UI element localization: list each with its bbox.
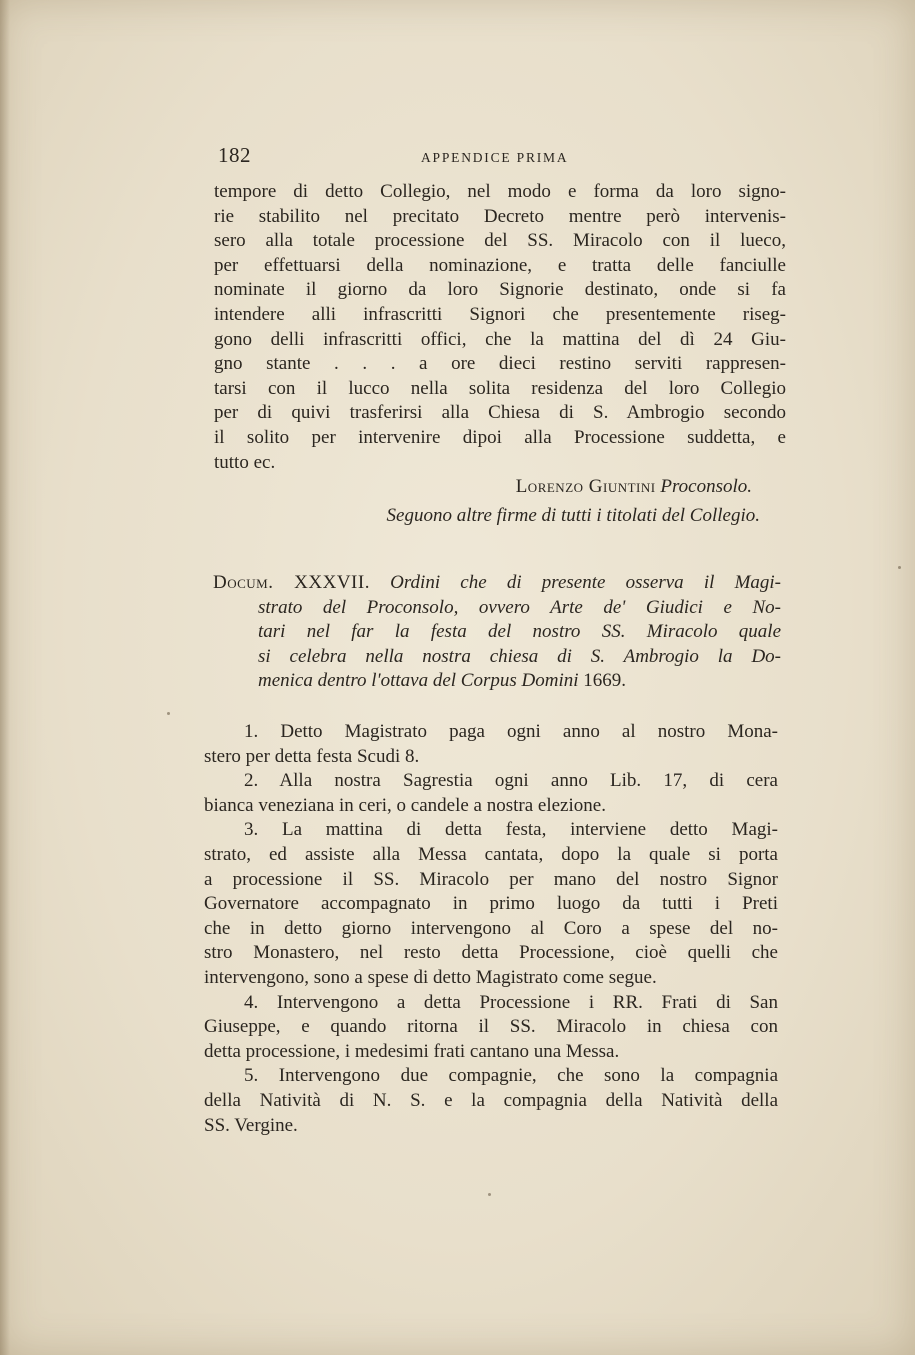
text-line: 4. Intervengono a detta Processione i RR. Frati di San: [244, 991, 778, 1013]
signatory-title: Proconsolo.: [660, 476, 752, 497]
signatory-name: Lorenzo Giuntini: [515, 476, 656, 497]
continued-paragraph: [214, 180, 786, 475]
text-line: tempore di detto Collegio, nel modo e forma da loro signo-: [214, 181, 786, 202]
text-line: tutto ec.: [214, 451, 276, 473]
text-line: a processione il SS. Miracolo per mano del nostro Signor: [204, 868, 778, 890]
followers-note: Seguono altre firme di tutti i titolati del Collegio.: [386, 505, 760, 526]
list-item: [204, 818, 778, 990]
text-line: strato, ed assiste alla Messa cantata, dopo la quale si porta: [204, 843, 778, 865]
document-heading-line: si celebra nella nostra chiesa di S. Ambrogio la Do-: [258, 645, 781, 667]
text-line: stro Monastero, nel resto detta Processione, cioè quelli che: [204, 942, 778, 964]
text-line: intendere alli infrascritti Signori che presentemente riseg-: [214, 303, 786, 325]
text-line: tarsi con il lucco nella solita residenza del loro Collegio: [214, 377, 786, 399]
text-line: il solito per intervenire dipoi alla Processione suddetta, e: [214, 426, 786, 448]
paper-speck: [167, 712, 170, 715]
text-line: 2. Alla nostra Sagrestia ogni anno Lib. 17, di cera: [244, 770, 778, 792]
page-edge-shadow: [0, 0, 10, 1355]
text-line: stero per detta festa Scudi 8.: [204, 745, 420, 767]
list-item: [204, 769, 778, 818]
paper-speck: [898, 566, 901, 569]
text-line: nominate il giorno da loro Signorie destinato, onde si fa: [214, 279, 786, 301]
document-year: 1669.: [583, 670, 627, 692]
text-line: per di quivi trasferirsi alla Chiesa di S. Ambrogio secondo: [214, 402, 786, 424]
text-line: sero alla totale processione del SS. Miracolo con il lueco,: [214, 230, 786, 252]
document-heading: [213, 571, 781, 694]
text-line: intervengono, sono a spese di detto Magistrato come segue.: [204, 966, 657, 988]
text-line: gno stante . . . a ore dieci restino serviti rappresen-: [214, 353, 786, 375]
text-line: 5. Intervengono due compagnie, che sono la compagnia: [244, 1065, 778, 1087]
numbered-items: [204, 720, 778, 1138]
list-item: [204, 991, 778, 1065]
text-line: 1. Detto Magistrato paga ogni anno al nostro Mona-: [244, 721, 778, 742]
text-line: rie stabilito nel precitato Decreto mentre però intervenis-: [214, 205, 786, 227]
text-line: bianca veneziana in ceri, o candele a nostra elezione.: [204, 794, 606, 816]
text-line: detta processione, i medesimi frati cantano una Messa.: [204, 1040, 620, 1062]
signature-line: [516, 474, 752, 500]
page-header: [218, 143, 778, 173]
text-line: Governatore accompagnato in primo luogo da tutti i Preti: [204, 893, 778, 915]
text-line: della Natività di N. S. e la compagnia della Natività della: [204, 1089, 778, 1111]
paper-speck: [488, 1193, 491, 1196]
list-item: [204, 1064, 778, 1138]
running-title: APPENDICE PRIMA: [421, 150, 569, 165]
text-line: SS. Vergine.: [204, 1114, 298, 1136]
list-item: [204, 720, 778, 769]
text-line: gono delli infrascritti offici, che la mattina del dì 24 Giu-: [214, 328, 786, 350]
document-heading-line: menica dentro l'ottava del Corpus Domini: [258, 670, 579, 692]
text-line: per effettuarsi della nominazione, e tratta delle fanciulle: [214, 254, 786, 276]
text-line: 3. La mattina di detta festa, interviene detto Magi-: [244, 819, 778, 841]
page-number: 182: [218, 143, 251, 167]
text-line: che in detto giorno intervengono al Coro a spese del no-: [204, 917, 778, 939]
text-line: Giuseppe, e quando ritorna il SS. Miracolo in chiesa con: [204, 1016, 778, 1038]
document-heading-line: Ordini che di presente osserva il Magi-: [390, 572, 781, 593]
document-label: Docum. XXXVII.: [213, 572, 370, 593]
document-heading-line: tari nel far la festa del nostro SS. Miracolo quale: [258, 621, 781, 643]
document-heading-line: strato del Proconsolo, ovvero Arte de' Giudici e No-: [258, 596, 781, 618]
